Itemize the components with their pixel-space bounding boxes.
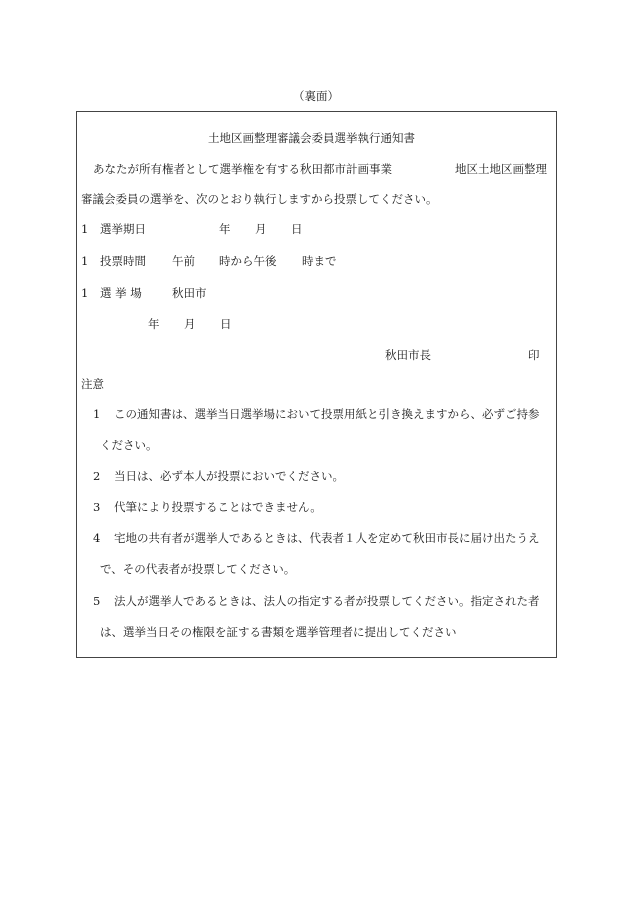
note-number: 1 — [93, 407, 101, 421]
intro-line-1a: あなたが所有権者として選挙権を有する秋田都市計画事業 — [93, 162, 392, 176]
item-number: 1 — [81, 222, 89, 236]
issue-year: 年 — [148, 317, 160, 331]
note-text-continued: ください。 — [100, 438, 158, 452]
note-text: 代筆により投票することはできません。 — [114, 500, 322, 514]
note-text: この通知書は、選挙当日選挙場において投票用紙と引き換えますから、必ずご持参 — [114, 407, 540, 421]
polling-place-city: 秋田市 — [172, 286, 207, 300]
reverse-side-label: （裏面） — [293, 89, 339, 103]
from-pm-label: 時から午後 — [219, 254, 277, 268]
note-text: 宅地の共有者が選挙人であるときは、代表者１人を定めて秋田市長に届け出たうえ — [114, 531, 540, 545]
note-text: 当日は、必ず本人が投票においでください。 — [114, 469, 344, 483]
day-blank: 日 — [291, 222, 303, 236]
voting-hours-label: 投票時間 — [100, 254, 146, 268]
note-text: 法人が選挙人であるときは、法人の指定する者が投票してください。指定された者 — [114, 594, 540, 608]
note-text-continued: は、選挙当日その権限を証する書類を選挙管理者に提出してください — [100, 625, 457, 639]
intro-line-1b: 地区土地区画整理 — [455, 162, 547, 176]
note-number: 5 — [93, 594, 101, 608]
note-number: 4 — [93, 531, 101, 545]
note-text-continued: で、その代表者が投票してください。 — [100, 562, 296, 576]
document-title: 土地区画整理審議会委員選挙執行通知書 — [208, 131, 415, 145]
am-label: 午前 — [172, 254, 195, 268]
election-date-label: 選挙期日 — [100, 222, 146, 236]
item-number: 1 — [81, 286, 89, 300]
mayor-title: 秋田市長 — [385, 348, 431, 362]
until-label: 時まで — [302, 254, 337, 268]
notes-heading: 注意 — [81, 377, 104, 391]
polling-place-label: 選 挙 場 — [100, 286, 142, 300]
year-blank: 年 — [219, 222, 231, 236]
intro-line-2: 審議会委員の選挙を、次のとおり執行しますから投票してください。 — [81, 192, 438, 206]
seal-mark: 印 — [528, 348, 540, 362]
note-number: 3 — [93, 500, 101, 514]
month-blank: 月 — [255, 222, 267, 236]
issue-day: 日 — [220, 317, 232, 331]
issue-month: 月 — [184, 317, 196, 331]
note-number: 2 — [93, 469, 101, 483]
item-number: 1 — [81, 254, 89, 268]
